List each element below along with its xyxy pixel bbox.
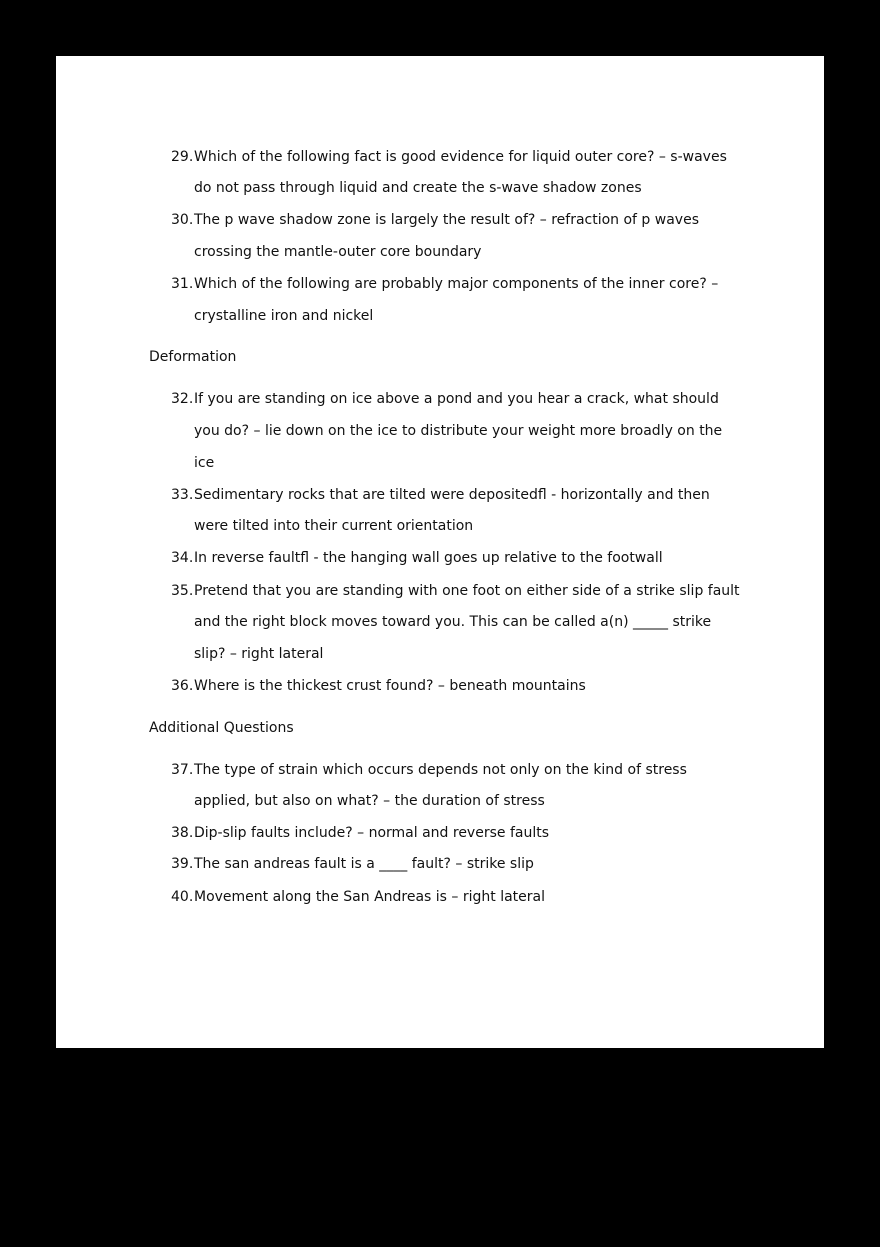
item-text-line: do not pass through liquid and create the s-wave shadow zones [194, 180, 642, 196]
item-number: 37. [171, 762, 194, 778]
document-page [56, 56, 824, 1048]
item-text-line: Which of the following are probably major components of the inner core? – [194, 276, 719, 292]
item-text-line: crystalline iron and nickel [194, 308, 374, 324]
item-number: 31. [171, 276, 194, 292]
item-number: 35. [171, 583, 194, 599]
item-text-line: crossing the mantle-outer core boundary [194, 244, 482, 260]
item-number: 36. [171, 678, 194, 694]
item-text-line: ice [194, 455, 215, 471]
item-text-line: applied, but also on what? – the duration of stress [194, 793, 545, 809]
item-text-line: slip? – right lateral [194, 646, 324, 662]
item-number: 38. [171, 825, 194, 841]
item-text-line: were tilted into their current orientation [194, 518, 474, 534]
item-number: 32. [171, 391, 194, 407]
item-number: 30. [171, 212, 194, 228]
item-text-line: The p wave shadow zone is largely the result of? – refraction of p waves [194, 212, 699, 228]
item-text-line: In reverse faultfl - the hanging wall goes up relative to the footwall [194, 550, 663, 566]
section-heading-deformation: Deformation [149, 349, 237, 365]
item-text-line: The san andreas fault is a ____ fault? – strike slip [194, 856, 534, 872]
item-text-line: Dip-slip faults include? – normal and reverse faults [194, 825, 549, 841]
item-text-line: Pretend that you are standing with one foot on either side of a strike slip fault [194, 583, 740, 599]
item-number: 29. [171, 149, 194, 165]
item-text-line: Sedimentary rocks that are tilted were depositedfl - horizontally and then [194, 487, 710, 503]
item-number: 40. [171, 889, 194, 905]
section-heading-additional-questions: Additional Questions [149, 720, 294, 736]
item-text-line: you do? – lie down on the ice to distribute your weight more broadly on the [194, 423, 723, 439]
item-number: 34. [171, 550, 194, 566]
item-text-line: The type of strain which occurs depends not only on the kind of stress [194, 762, 687, 778]
item-text-line: and the right block moves toward you. This can be called a(n) _____ strike [194, 614, 712, 630]
item-text-line: Which of the following fact is good evidence for liquid outer core? – s-waves [194, 149, 727, 165]
item-text-line: If you are standing on ice above a pond and you hear a crack, what should [194, 391, 719, 407]
item-text-line: Where is the thickest crust found? – beneath mountains [194, 678, 586, 694]
item-number: 39. [171, 856, 194, 872]
item-text-line: Movement along the San Andreas is – right lateral [194, 889, 546, 905]
item-number: 33. [171, 487, 194, 503]
